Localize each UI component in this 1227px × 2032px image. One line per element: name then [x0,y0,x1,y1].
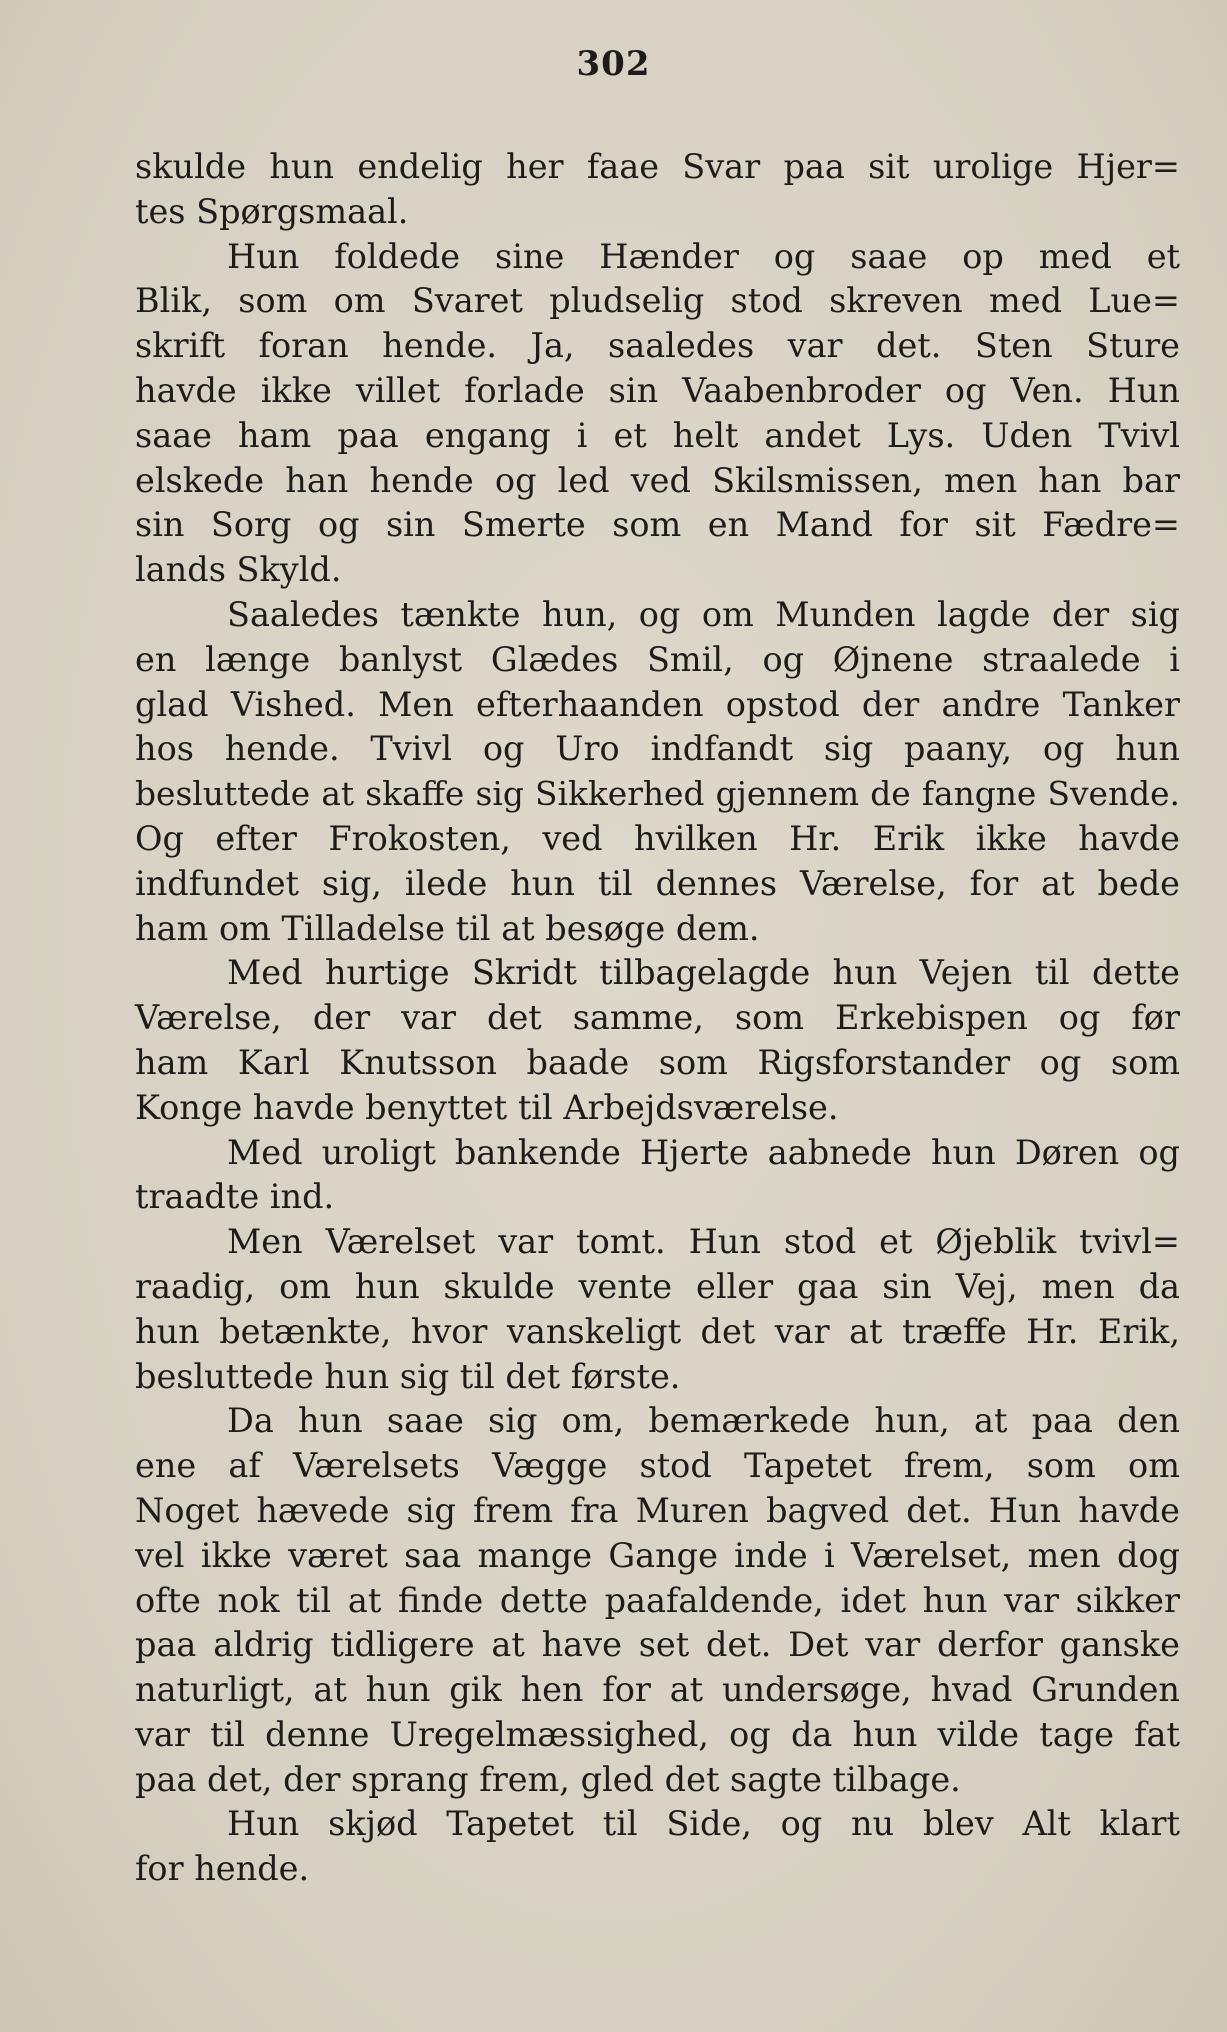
text-line: naturligt, at hun gik hen for at undersøge, hvad Grunden [135,1670,1180,1710]
text-line: hos hende. Tvivl og Uro indfandt sig paany, og hun [135,729,1180,769]
text-line: havde ikke villet forlade sin Vaabenbroder og Ven. Hun [135,370,1180,410]
text-line: vel ikke været saa mange Gange inde i Værelset, men dog [135,1535,1180,1575]
text-line: var til denne Uregelmæssighed, og da hun vilde tage fat [135,1714,1180,1754]
text-line: saae ham paa engang i et helt andet Lys. Uden Tvivl [135,415,1180,455]
text-line: Hun skjød Tapetet til Side, og nu blev Alt klart [227,1804,1180,1844]
paragraph [135,1220,1180,1399]
text-line: Konge havde benyttet til Arbejdsværelse. [135,1087,839,1127]
text-line: besluttede hun sig til det første. [135,1356,681,1396]
text-line: ene af Værelsets Vægge stod Tapetet frem, som om [135,1446,1180,1486]
text-line: Saaledes tænkte hun, og om Munden lagde der sig [227,594,1180,634]
text-line: Hun foldede sine Hænder og saae op med et [227,236,1180,276]
text-line: tes Spørgsmaal. [135,191,409,231]
text-line: lands Skyld. [135,550,342,590]
text-line: raadig, om hun skulde vente eller gaa sin Vej, men da [135,1266,1180,1306]
paragraph [135,951,1180,1130]
text-line: Med uroligt bankende Hjerte aabnede hun Døren og [227,1132,1180,1172]
text-line: Men Værelset var tomt. Hun stod et Øjeblik tvivl= [227,1222,1180,1262]
text-line: for hende. [135,1849,310,1889]
text-line: hun betænkte, hvor vanskeligt det var at træffe Hr. Erik, [135,1311,1180,1351]
text-line: Med hurtige Skridt tilbagelagde hun Vejen til dette [227,953,1180,993]
text-line: Da hun saae sig om, bemærkede hun, at paa den [227,1401,1180,1441]
text-line: Værelse, der var det samme, som Erkebispen og før [135,998,1180,1038]
text-line: ofte nok til at finde dette paafaldende, idet hun var sikker [135,1580,1180,1620]
text-line: skulde hun endelig her faae Svar paa sit urolige Hjer= [135,147,1180,186]
paragraph [135,1802,1180,1892]
text-line: traadte ind. [135,1177,335,1217]
text-line: paa det, der sprang frem, gled det sagte tilbage. [135,1759,961,1799]
text-line: ham om Tilladelse til at besøge dem. [135,908,760,948]
body-text [135,145,1180,1892]
text-line: en længe banlyst Glædes Smil, og Øjnene straalede i [135,639,1180,679]
paragraph [135,1131,1180,1221]
text-line: besluttede at skaffe sig Sikkerhed gjennem de fangne Svende. [135,775,1180,814]
text-line: ham Karl Knutsson baade som Rigsforstander og som [135,1042,1180,1082]
paragraph [135,1399,1180,1802]
paragraph [135,145,1180,235]
paragraph [135,235,1180,593]
text-line: Noget hævede sig frem fra Muren bagved det. Hun havde [135,1490,1180,1530]
text-line: Blik, som om Svaret pludselig stod skreven med Lue= [135,281,1180,321]
text-line: sin Sorg og sin Smerte som en Mand for sit Fædre= [135,505,1180,545]
text-line: paa aldrig tidligere at have set det. Det var derfor ganske [135,1625,1180,1665]
text-line: indfundet sig, ilede hun til dennes Værelse, for at bede [135,863,1180,903]
text-line: glad Vished. Men efterhaanden opstod der andre Tanker [135,684,1180,724]
paragraph [135,593,1180,951]
text-line: Og efter Frokosten, ved hvilken Hr. Erik ikke havde [135,818,1180,858]
text-line: skrift foran hende. Ja, saaledes var det. Sten Sture [135,326,1180,366]
page-number: 302 [576,44,651,84]
text-line: elskede han hende og led ved Skilsmissen, men han bar [135,460,1180,500]
